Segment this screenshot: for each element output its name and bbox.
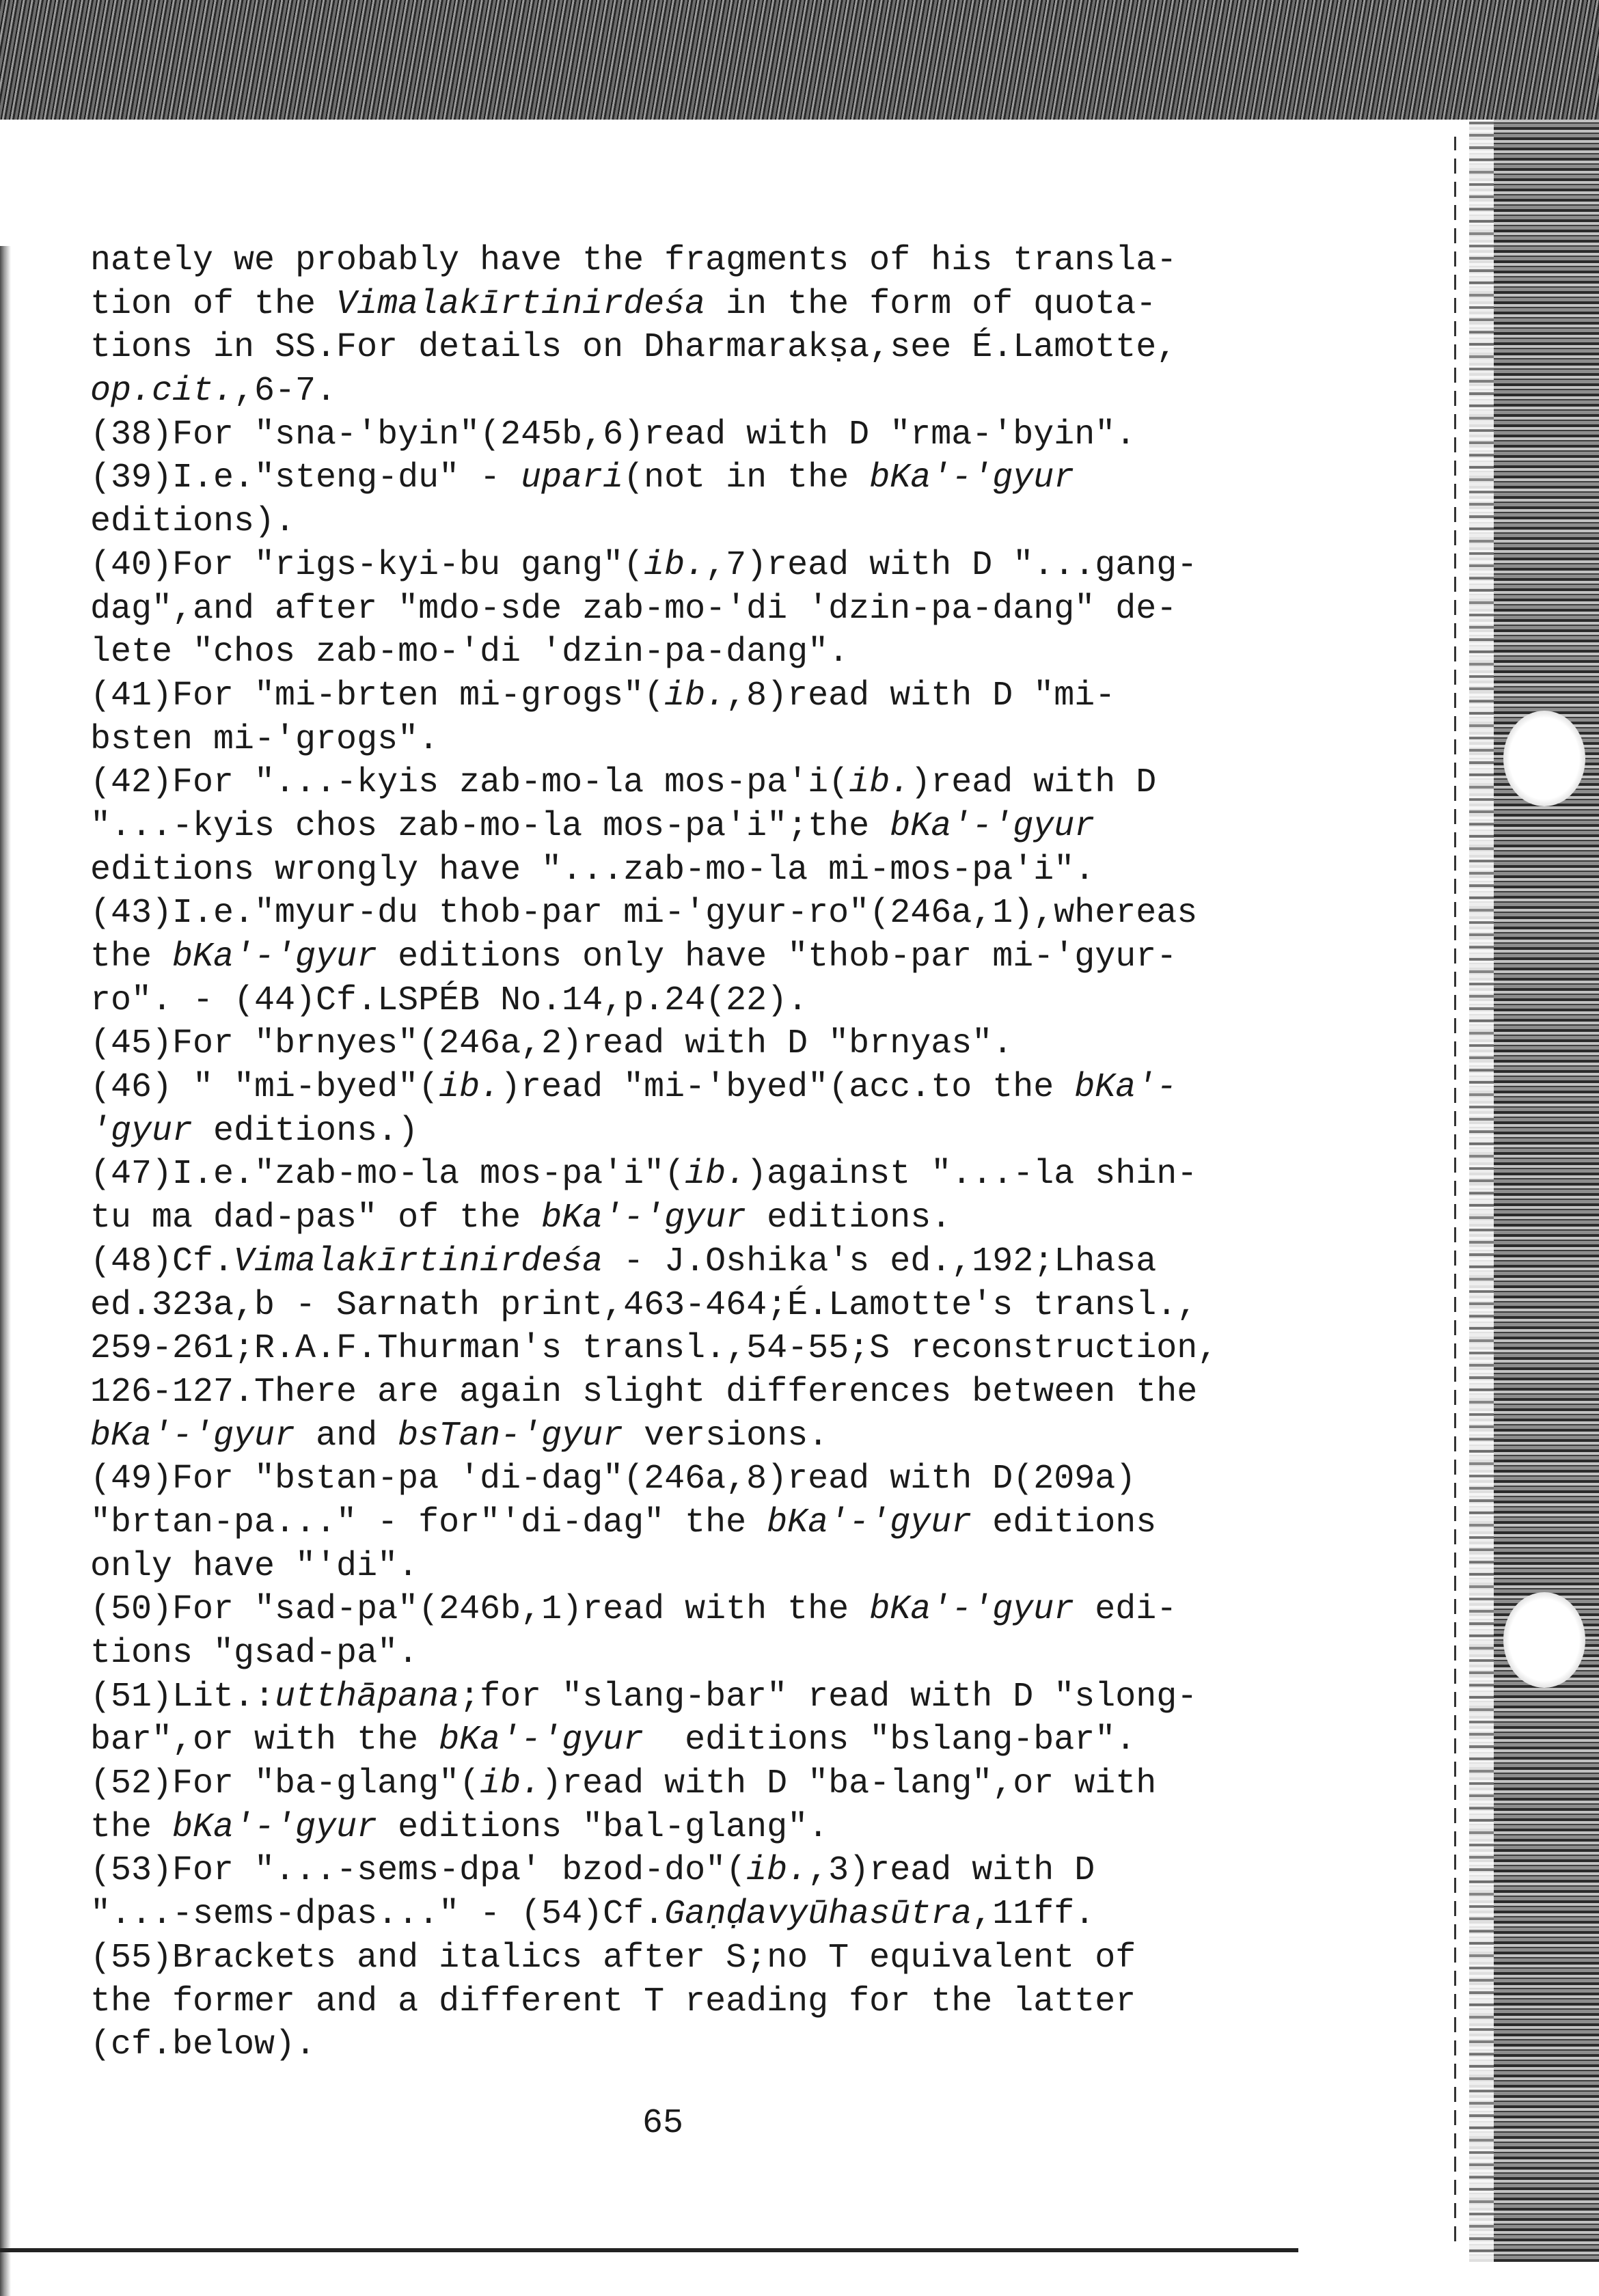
text-segment: (cf.below). xyxy=(90,2025,316,2065)
text-line xyxy=(90,1371,1423,1414)
text-line xyxy=(90,979,1423,1023)
italic-term: bKa'-'gyur xyxy=(869,1590,1075,1630)
text-line xyxy=(90,1110,1423,1153)
scan-border-left xyxy=(0,246,11,2296)
footnotes-text xyxy=(90,239,1423,2067)
italic-term: bsTan-'gyur xyxy=(398,1416,624,1456)
text-segment: ro". - (44)Cf.LSPÉB No.14,p.24(22). xyxy=(90,981,808,1020)
text-line xyxy=(90,1980,1423,2024)
text-segment: (48)Cf. xyxy=(90,1242,234,1281)
text-segment: only have "'di". xyxy=(90,1546,419,1586)
text-line xyxy=(90,1719,1423,1762)
text-line xyxy=(90,1545,1423,1589)
text-line xyxy=(90,544,1423,588)
text-line xyxy=(90,849,1423,892)
italic-term: bKa'-'gyur xyxy=(172,1807,378,1847)
text-segment: "...-kyis chos zab-mo-la mos-pa'i";the xyxy=(90,806,890,846)
page-number: 65 xyxy=(642,2104,684,2143)
italic-term: Gaṇḍavyūhasūtra xyxy=(664,1895,972,1935)
italic-term: upari xyxy=(521,459,624,498)
text-line xyxy=(90,1501,1423,1545)
text-line xyxy=(90,805,1423,849)
italic-term: ib. xyxy=(644,545,706,585)
text-line xyxy=(90,674,1423,718)
text-line xyxy=(90,718,1423,762)
italic-term: Vimalakīrtinirdeśa xyxy=(234,1242,603,1281)
italic-term: ib. xyxy=(746,1851,808,1891)
text-segment: lete "chos zab-mo-'di 'dzin-pa-dang". xyxy=(90,633,849,672)
text-segment: (38)For "sna-'byin"(245b,6)read with D "rma-'byin". xyxy=(90,415,1136,454)
text-line xyxy=(90,892,1423,935)
binder-hole xyxy=(1503,1592,1585,1688)
text-segment: )against "...-la shin- xyxy=(746,1155,1198,1194)
text-segment: edi- xyxy=(1074,1590,1177,1630)
text-segment: editions only have "thob-par mi-'gyur- xyxy=(377,938,1177,976)
text-line xyxy=(90,326,1423,370)
text-line xyxy=(90,935,1423,979)
text-segment: (39)I.e."steng-du" - xyxy=(90,459,521,498)
text-line xyxy=(90,1066,1423,1110)
text-segment: tions "gsad-pa". xyxy=(90,1634,419,1673)
text-line xyxy=(90,500,1423,544)
text-segment: (49)For "bstan-pa 'di-dag"(246a,8)read with D(209a) xyxy=(90,1460,1136,1499)
text-segment: versions. xyxy=(623,1416,829,1456)
text-segment: editions "bal-glang". xyxy=(377,1807,829,1847)
text-line xyxy=(90,1806,1423,1850)
text-segment: the former and a different T reading for the latter xyxy=(90,1982,1136,2021)
text-line xyxy=(90,1632,1423,1676)
text-line xyxy=(90,413,1423,457)
binder-hole xyxy=(1503,711,1585,806)
text-line xyxy=(90,1284,1423,1328)
text-line xyxy=(90,239,1423,283)
text-segment: editions. xyxy=(746,1199,952,1238)
text-line xyxy=(90,456,1423,500)
text-segment: (43)I.e."myur-du thob-par mi-'gyur-ro"(246a,1),whereas xyxy=(90,894,1198,933)
text-segment: (55)Brackets and italics after S;no T equivalent of xyxy=(90,1938,1136,1978)
text-segment: editions wrongly have "...zab-mo-la mi-mos-pa'i". xyxy=(90,850,1095,890)
text-segment: )read with D "ba-lang",or with xyxy=(541,1764,1157,1804)
text-segment: dag",and after "mdo-sde zab-mo-'di 'dzin-pa-dang" de- xyxy=(90,589,1177,629)
text-segment: 126-127.There are again slight differences between the xyxy=(90,1372,1198,1412)
text-segment: "...-sems-dpas..." - (54)Cf. xyxy=(90,1895,665,1935)
text-segment: (45)For "brnyes"(246a,2)read with D "brnyas". xyxy=(90,1024,1013,1064)
text-segment: (40)For "rigs-kyi-bu gang"( xyxy=(90,545,644,585)
italic-term: bKa'-'gyur xyxy=(90,1416,296,1456)
text-segment: (42)For "...-kyis zab-mo-la mos-pa'i( xyxy=(90,763,849,803)
italic-term: ib. xyxy=(439,1068,501,1108)
page-edge-line xyxy=(1454,137,1456,2241)
page-corner xyxy=(0,120,82,215)
scan-border-right xyxy=(1469,120,1599,2262)
text-segment: (52)For "ba-glang"( xyxy=(90,1764,480,1804)
text-segment: (51)Lit.: xyxy=(90,1677,275,1717)
text-line xyxy=(90,1676,1423,1719)
text-segment: and xyxy=(295,1416,398,1456)
italic-term: op.cit. xyxy=(90,372,234,411)
text-line xyxy=(90,1414,1423,1458)
text-segment: editions). xyxy=(90,502,296,542)
text-segment: (47)I.e."zab-mo-la mos-pa'i"( xyxy=(90,1155,685,1194)
text-segment: tions in SS.For details on Dharmarakṣa,see É.Lamotte, xyxy=(90,328,1177,368)
italic-term: bKa'-'gyur xyxy=(172,938,378,976)
text-segment: (not in the xyxy=(623,459,870,498)
text-segment: )read with D xyxy=(910,763,1157,803)
text-line xyxy=(90,283,1423,327)
text-segment: ;for "slang-bar" read with D "slong- xyxy=(459,1677,1198,1717)
text-segment: tu ma dad-pas" of the xyxy=(90,1199,542,1238)
text-segment: the xyxy=(90,1807,173,1847)
italic-term: utthāpana xyxy=(275,1677,460,1717)
italic-term: bKa'-'gyur xyxy=(890,806,1095,846)
italic-term: 'gyur xyxy=(90,1111,193,1151)
italic-term: bKa'- xyxy=(1074,1068,1177,1108)
text-line xyxy=(90,1458,1423,1501)
text-segment: ,7)read with D "...gang- xyxy=(705,545,1198,585)
text-segment: in the form of quota- xyxy=(705,284,1157,324)
italic-term: bKa'-'gyur xyxy=(869,459,1075,498)
text-segment: (46) " "mi-byed"( xyxy=(90,1068,439,1108)
text-segment: ,6-7. xyxy=(234,372,337,411)
text-segment: 259-261;R.A.F.Thurman's transl.,54-55;S reconstruction, xyxy=(90,1329,1218,1369)
italic-term: bKa'-'gyur xyxy=(439,1721,644,1760)
text-segment: bar",or with the xyxy=(90,1721,439,1760)
text-line xyxy=(90,1327,1423,1371)
text-segment: (41)For "mi-brten mi-grogs"( xyxy=(90,676,665,715)
text-segment: bsten mi-'grogs". xyxy=(90,720,439,759)
text-line xyxy=(90,1022,1423,1066)
italic-term: bKa'-'gyur xyxy=(767,1503,972,1542)
italic-term: ib. xyxy=(664,676,726,715)
text-line xyxy=(90,761,1423,805)
text-line xyxy=(90,1153,1423,1197)
italic-term: ib. xyxy=(480,1764,542,1804)
text-segment: editions "bslang-bar". xyxy=(644,1721,1136,1760)
text-segment: ed.323a,b - Sarnath print,463-464;É.Lamotte's transl., xyxy=(90,1285,1198,1325)
text-segment: editions.) xyxy=(193,1111,419,1151)
italic-term: ib. xyxy=(685,1155,747,1194)
text-segment: ,3)read with D xyxy=(808,1851,1095,1891)
italic-term: bKa'-'gyur xyxy=(541,1199,747,1238)
text-line xyxy=(90,1588,1423,1632)
text-segment: editions xyxy=(972,1503,1157,1542)
text-line xyxy=(90,1937,1423,1980)
text-line xyxy=(90,631,1423,674)
scan-border-top xyxy=(0,0,1599,120)
text-line xyxy=(90,1197,1423,1240)
text-segment: the xyxy=(90,938,173,976)
text-line xyxy=(90,1893,1423,1937)
text-segment: nately we probably have the fragments of his transla- xyxy=(90,241,1177,280)
text-line xyxy=(90,2023,1423,2067)
text-line xyxy=(90,1240,1423,1284)
text-segment: )read "mi-'byed"(acc.to the xyxy=(500,1068,1075,1108)
text-segment: - J.Oshika's ed.,192;Lhasa xyxy=(603,1242,1157,1281)
text-line xyxy=(90,1762,1423,1806)
text-line xyxy=(90,588,1423,631)
text-segment: "brtan-pa..." - for"'di-dag" the xyxy=(90,1503,767,1542)
italic-term: Vimalakīrtinirdeśa xyxy=(336,284,706,324)
text-line xyxy=(90,1849,1423,1893)
text-segment: (50)For "sad-pa"(246b,1)read with the xyxy=(90,1590,870,1630)
scan-border-bottom xyxy=(0,2248,1298,2252)
text-segment: ,8)read with D "mi- xyxy=(726,676,1116,715)
text-line xyxy=(90,370,1423,413)
text-segment: ,11ff. xyxy=(972,1895,1095,1935)
italic-term: ib. xyxy=(849,763,911,803)
text-segment: (53)For "...-sems-dpa' bzod-do"( xyxy=(90,1851,747,1891)
text-segment: tion of the xyxy=(90,284,337,324)
